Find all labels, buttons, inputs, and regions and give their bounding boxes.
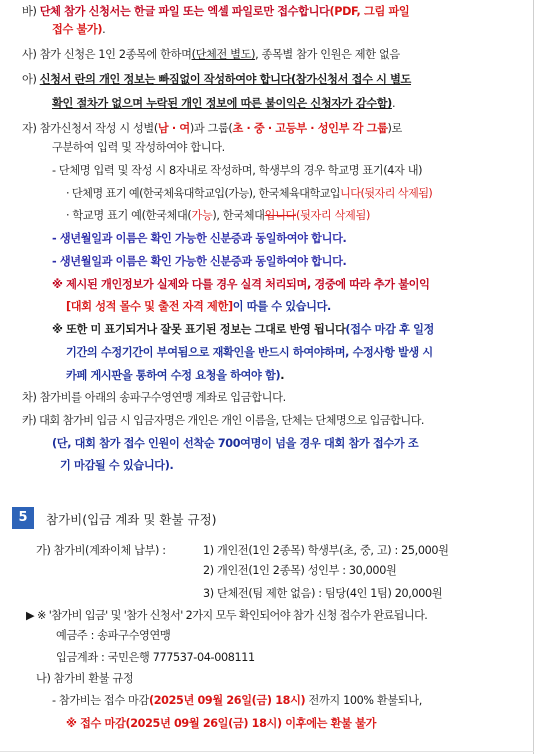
item-ba-line1 <box>22 4 409 20</box>
item-ja-sub1: - 단체명 입력 및 작성 시 8자내로 작성하며, 학생부의 경우 학교명 표기(4자 내) <box>52 164 423 177</box>
group-values: 초 · 중 · 고등부 · 성인부 각 그룹 <box>232 122 388 135</box>
item-ja-sub2: - 생년월일과 이름은 확인 가능한 신분증과 동일하여야 합니다. <box>52 232 347 245</box>
item-ka-marker: 카) <box>22 414 37 427</box>
item-sa-marker: 사) <box>22 48 37 61</box>
item-ja-sub3: - 생년월일과 이름은 확인 가능한 신분증과 동일하여야 합니다. <box>52 255 347 268</box>
page-bottom-edge <box>0 751 534 752</box>
item-sa-team-note: (단체전 별도) <box>191 48 256 61</box>
item-ka-note-line2: 기 마감될 수 있습니다). <box>60 459 174 472</box>
item-ja-note2-line3: 카페 게시판을 통하여 수정 요청을 하여야 함). <box>66 369 285 382</box>
item-ka-note-line1: (단, 대회 참가 접수 인원이 선착순 700여명이 넘을 경우 대회 참가 접수가 조 <box>52 437 419 450</box>
item-cha: 차) 참가비를 아래의 송파구수영연맹 계좌로 입금합니다. <box>22 391 286 404</box>
item-a-line1 <box>22 72 411 88</box>
item-ja-line2: 구분하여 입력 및 작성하여야 합니다. <box>52 141 225 154</box>
example1-deleted-note: (뒷자리 삭제됨) <box>360 187 433 200</box>
item-a-line2: 확인 절차가 없으며 누락된 개인 정보에 따른 불이익은 신청자가 감수함). <box>52 97 396 110</box>
example2-struck: 입니다 <box>264 209 296 222</box>
item-ja-note1-line2: [대회 성적 몰수 및 출전 자격 제한]이 따를 수 있습니다. <box>66 300 331 313</box>
item-ka: 카) 대회 참가비 입금 시 입금자명은 개인은 개인 이름을, 단체는 단체명으로 입금합니다. <box>22 414 424 427</box>
section-number-badge: 5 <box>12 507 34 529</box>
item-ja-marker: 자) <box>22 122 37 135</box>
fee-individual-adult: 2) 개인전(1인 2종목) 성인부 : 30,000원 <box>203 564 397 577</box>
refund-rule-line2: ※ 접수 마감(2025년 09월 26일(금) 18시) 이후에는 환불 불가 <box>66 717 377 730</box>
item-ja-note2-line2: 기간의 수정기간이 부여됨으로 재확인을 반드시 하여야하며, 수정사항 발생 시 <box>66 346 433 359</box>
item-a-marker: 아) <box>22 73 37 86</box>
section-title: 참가비(입금 계좌 및 환불 규정) <box>46 512 217 527</box>
registration-notice: ▶ ※ '참가비 입금' 및 '참가 신청서' 2가지 모두 확인되어야 참가 신청 접수가 완료됩니다. <box>26 609 428 622</box>
example2-deleted-note: (뒷자리 삭제됨) <box>296 209 370 222</box>
item-sa: 사) 참가 신청은 1인 2종목에 한하며(단체전 별도), 종목별 참가 인원은 제한 없음 <box>22 48 400 61</box>
item-ba-line2: 접수 불가). <box>52 23 106 36</box>
item-ja-line1: 자) 참가신청서 작성 시 성별(남 · 여)과 그룹(초 · 중 · 고등부 · 성인부 각 그룹)로 <box>22 122 403 135</box>
refund-rule-line1: - 참가비는 접수 마감(2025년 09월 26일(금) 18시) 전까지 100% 환불되나, <box>52 694 422 707</box>
item-ba-text: 단체 참가 신청서는 한글 파일 또는 엑셀 파일로만 접수합니다 <box>39 5 330 18</box>
gender-values: 남 · 여 <box>157 122 190 135</box>
item-ba-marker: 바) <box>22 5 37 18</box>
item-ja-example2: · 학교명 표기 예(한국체대(가능), 한국체대입니다(뒷자리 삭제됨) <box>66 209 370 222</box>
account-holder: 예금주 : 송파구수영연맹 <box>56 629 171 642</box>
account-number: 입금계좌 : 국민은행 777537-04-008111 <box>56 651 255 664</box>
arrow-icon: ▶ <box>26 609 35 622</box>
item-ja-note1-line1: ※ 제시된 개인정보가 실제와 다를 경우 실격 처리되며, 경중에 따라 추가 불이익 <box>52 278 430 291</box>
penalty-note: [대회 성적 몰수 및 출전 자격 제한] <box>66 300 233 313</box>
fee-team: 3) 단체전(팀 제한 없음) : 팀당(4인 1팀) 20,000원 <box>203 587 443 600</box>
item-ja-note2-line1: ※ 또한 미 표기되거나 잘못 표기된 정보는 그대로 반영 됩니다(접수 마감 후 일정 <box>52 323 435 336</box>
item-a-text1: 신청서 란의 개인 정보는 빠짐없이 작성하여야 합니다(참가신청서 접수 시 별도 <box>39 73 411 86</box>
refund-deadline: (2025년 09월 26일(금) 18시) <box>148 694 306 707</box>
item-ja-example1: · 단체명 표기 예(한국체육대학교입(가능), 한국체육대학교입니다(뒷자리 삭제됨) <box>66 187 433 200</box>
item-cha-marker: 차) <box>22 391 37 404</box>
item-a-text2: 확인 절차가 없으며 누락된 개인 정보에 따른 불이익은 신청자가 감수함) <box>52 97 392 110</box>
fee-label: 가) 참가비(계좌이체 납부) : <box>36 544 166 557</box>
item-ba-format-note: (PDF, 그림 파일 <box>329 5 410 18</box>
refund-label: 나) 참가비 환불 규정 <box>36 672 134 685</box>
fee-individual-student: 1) 개인전(1인 2종목) 학생부(초, 중, 고) : 25,000원 <box>203 544 449 557</box>
item-ba-not-accepted: 접수 불가) <box>52 23 103 36</box>
